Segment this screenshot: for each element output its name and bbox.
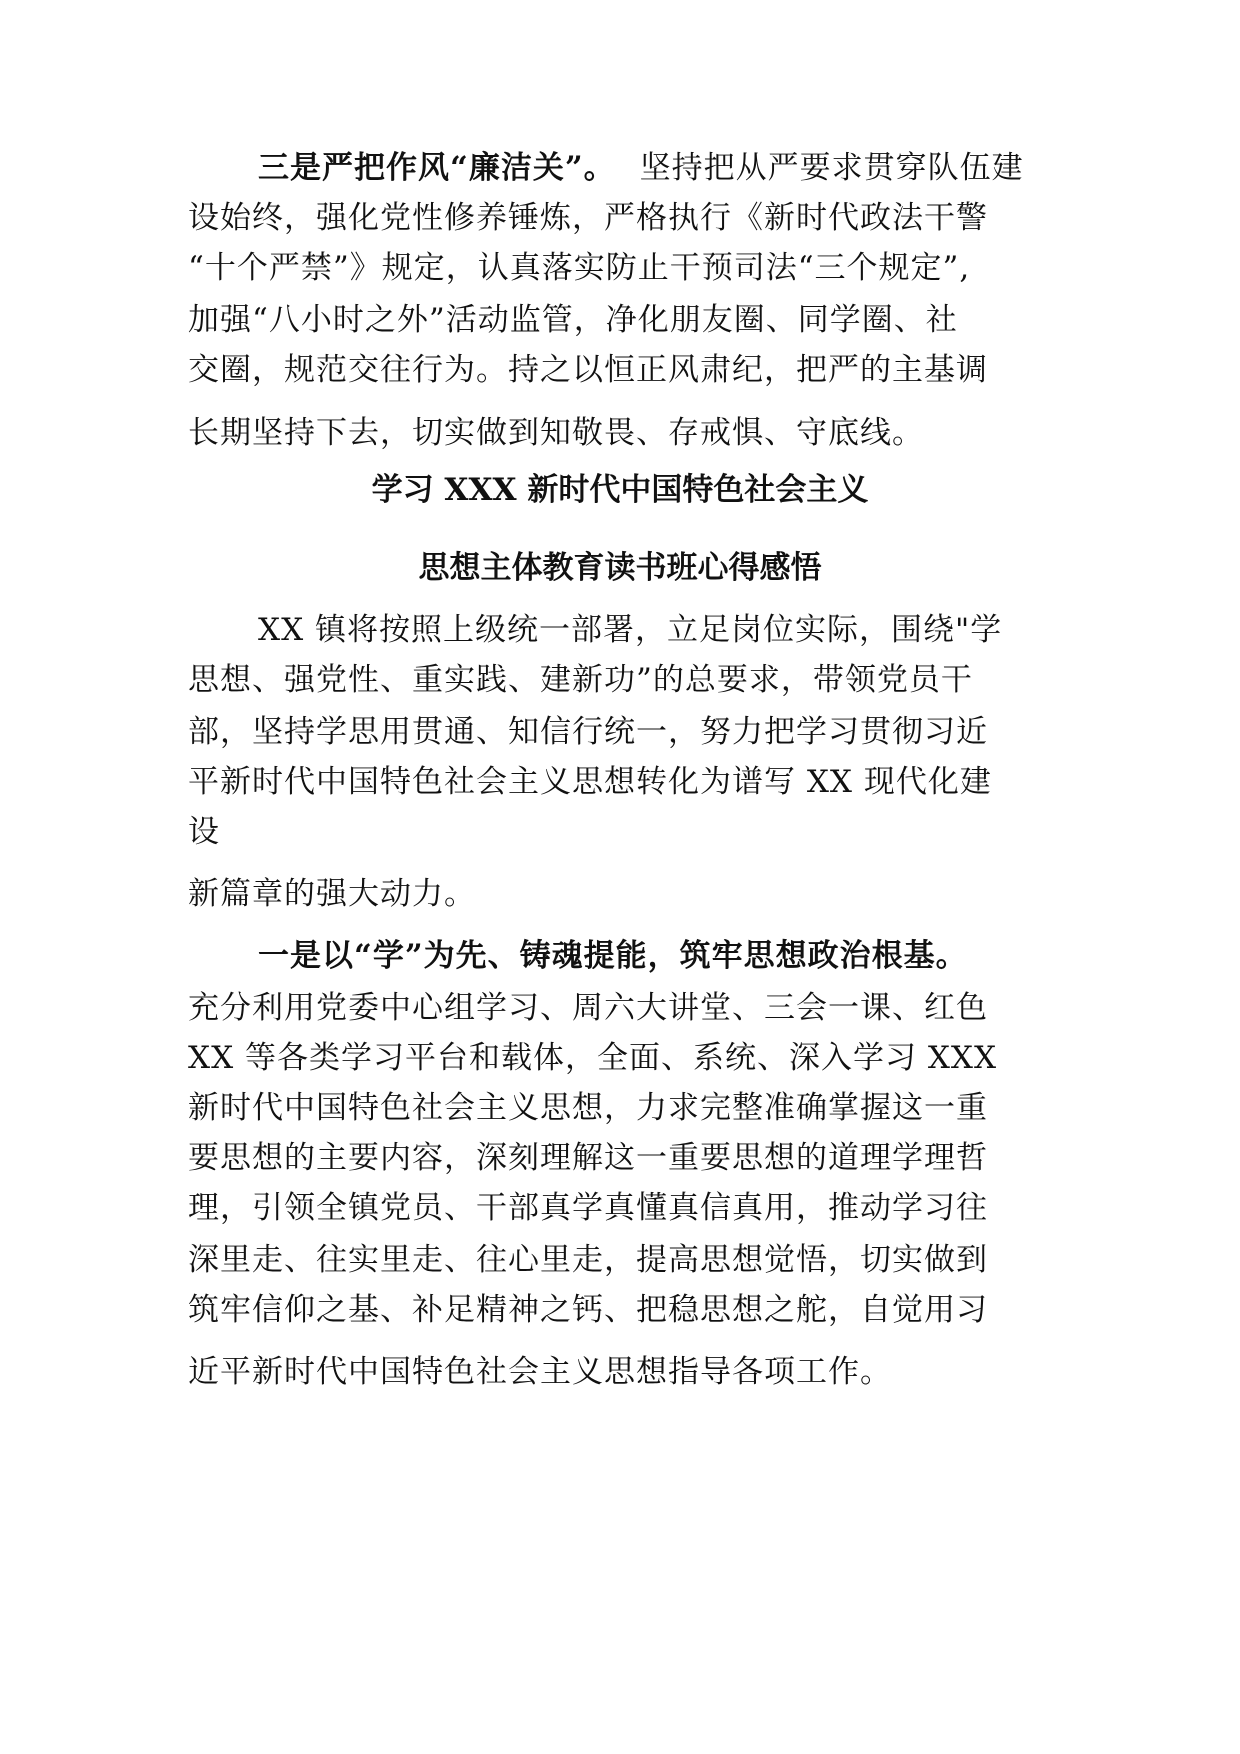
section-one-line: 要思想的主要内容，深刻理解这一重要思想的道理学理哲 <box>188 1140 988 1176</box>
section-one-line: 深里走、往实里走、往心里走，提高思想觉悟，切实做到 <box>188 1242 988 1278</box>
section-three-first-text: 坚持把从严要求贯穿队伍建 <box>639 150 1024 186</box>
paragraph-line: 交圈，规范交往行为。持之以恒正风肃纪，把严的主基调 <box>188 352 988 388</box>
intro-line: XX 镇将按照上级统一部署，立足岗位实际，围绕"学 <box>258 612 1003 648</box>
section-three-heading: 三是严把作风“廉洁关”。 <box>258 150 616 186</box>
article-title-line-2: 思想主体教育读书班心得感悟 <box>418 550 822 586</box>
intro-line: 思想、强党性、重实践、建新功”的总要求，带领党员干 <box>188 662 973 698</box>
intro-line: 设 <box>188 814 220 850</box>
paragraph-line: 设始终，强化党性修养锤炼，严格执行《新时代政法干警 <box>188 200 988 236</box>
paragraph-line: 长期坚持下去，切实做到知敬畏、存戒惧、守底线。 <box>188 415 924 451</box>
paragraph-line: “十个严禁”》规定，认真落实防止干预司法“三个规定”, <box>188 250 971 286</box>
section-one-heading: 一是以“学”为先、铸魂提能，筑牢思想政治根基。 <box>258 938 968 974</box>
section-one-line: 新时代中国特色社会主义思想，力求完整准确掌握这一重 <box>188 1090 988 1126</box>
intro-line: 部，坚持学思用贯通、知信行统一，努力把学习贯彻习近 <box>188 714 988 750</box>
intro-line: 平新时代中国特色社会主义思想转化为谱写 XX 现代化建 <box>188 764 992 800</box>
section-three-first-line <box>258 148 1024 188</box>
section-one-line: 近平新时代中国特色社会主义思想指导各项工作。 <box>188 1354 892 1390</box>
section-one-line: XX 等各类学习平台和载体，全面、系统、深入学习 XXX <box>188 1040 998 1076</box>
section-one-line: 充分利用党委中心组学习、周六大讲堂、三会一课、红色 <box>188 990 988 1026</box>
paragraph-line: 加强“八小时之外”活动监管，净化朋友圈、同学圈、社 <box>188 302 958 338</box>
section-one-line: 筑牢信仰之基、补足精神之钙、把稳思想之舵，自觉用习 <box>188 1292 988 1328</box>
intro-line: 新篇章的强大动力。 <box>188 876 476 912</box>
article-title-line-1: 学习 XXX 新时代中国特色社会主义 <box>371 472 869 508</box>
section-one-line: 理，引领全镇党员、干部真学真懂真信真用，推动学习往 <box>188 1190 988 1226</box>
